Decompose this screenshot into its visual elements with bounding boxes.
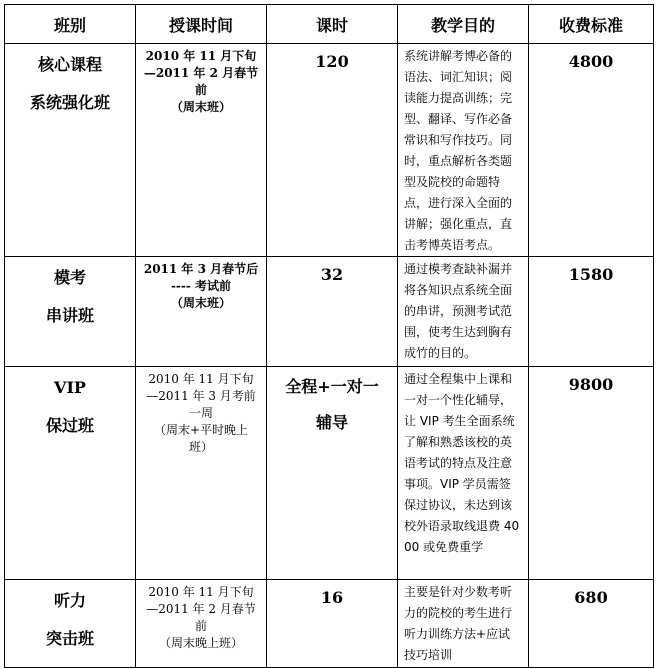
schedule-cell: [136, 367, 267, 580]
class-name-line: 串讲班: [45, 306, 94, 325]
class-name-line: 系统强化班: [29, 93, 110, 112]
goal-cell: 主要是针对少数考听力的院校的考生进行听力训练方法+应试技巧培训: [398, 580, 529, 668]
table-row: [5, 257, 654, 367]
schedule-line: 2010 年 11 月下旬: [148, 585, 254, 599]
schedule-line: —2011 年 2 月春节: [146, 602, 256, 616]
schedule-cell: [136, 257, 267, 367]
class-name-cell: [5, 257, 136, 367]
schedule-cell: [136, 44, 267, 257]
schedule-line: 2010 年 11 月下旬: [145, 49, 257, 63]
schedule-line: ---- 考试前: [170, 279, 232, 293]
course-fee-table: [4, 4, 654, 668]
table-header-row: [5, 5, 654, 44]
hours-cell: [267, 367, 398, 580]
schedule-line: —2011 年 2 月春节: [143, 66, 259, 80]
fee-cell: 1580: [529, 257, 654, 367]
hours-cell: 32: [267, 257, 398, 367]
goal-cell: 通过模考查缺补漏并将各知识点系统全面的串讲，预测考试范围，使考生达到胸有成竹的目的。: [398, 257, 529, 367]
schedule-line: —2011 年 3 月考前: [146, 389, 256, 403]
schedule-cell: [136, 580, 267, 668]
header-time: 授课时间: [136, 5, 267, 44]
class-name-line: 模考: [53, 268, 86, 287]
fee-cell: 4800: [529, 44, 654, 257]
schedule-line: 前: [194, 83, 207, 97]
schedule-line: （周末晚上班）: [158, 636, 243, 650]
class-name-line: 核心课程: [37, 55, 102, 74]
schedule-line: 2011 年 3 月春节后: [143, 262, 259, 276]
class-name-line: VIP: [54, 378, 86, 397]
table-row: [5, 367, 654, 580]
goal-cell: 系统讲解考博必备的语法、词汇知识；阅读能力提高训练；完型、翻译、写作必备常识和写作技巧。同时，重点解析各类题型及院校的命题特点，进行深入全面的讲解；强化重点，直击考博英语考点。: [398, 44, 529, 257]
table-row: [5, 580, 654, 668]
class-name-cell: [5, 367, 136, 580]
schedule-line: （周末+平时晚上: [153, 423, 249, 437]
schedule-line: 前: [194, 619, 207, 633]
class-name-line: 听力: [53, 591, 86, 610]
course-table-wrapper: [4, 4, 654, 668]
fee-cell: 680: [529, 580, 654, 668]
header-class: 班别: [5, 5, 136, 44]
header-hours: 课时: [267, 5, 398, 44]
hours-line: 全程+一对一: [285, 377, 379, 396]
fee-cell: 9800: [529, 367, 654, 580]
schedule-line: 2010 年 11 月下旬: [148, 372, 254, 386]
schedule-line: （周末班）: [170, 100, 231, 114]
schedule-line: 一周: [188, 406, 213, 420]
hours-cell: 16: [267, 580, 398, 668]
table-row: [5, 44, 654, 257]
class-name-line: 突击班: [45, 629, 94, 648]
class-name-cell: [5, 44, 136, 257]
class-name-cell: [5, 580, 136, 668]
header-goal: 教学目的: [398, 5, 529, 44]
header-fee: 收费标准: [529, 5, 654, 44]
hours-cell: 120: [267, 44, 398, 257]
goal-cell: 通过全程集中上课和一对一个性化辅导，让 VIP 考生全面系统了解和熟悉该校的英语考试的特点及注意事项。VIP 学员需签保过协议，未达到该校外语录取线退费 4000 或免费重学: [398, 367, 529, 580]
class-name-line: 保过班: [45, 416, 94, 435]
hours-line: 辅导: [315, 413, 348, 432]
schedule-line: 班）: [188, 440, 213, 454]
schedule-line: （周末班）: [170, 296, 231, 310]
